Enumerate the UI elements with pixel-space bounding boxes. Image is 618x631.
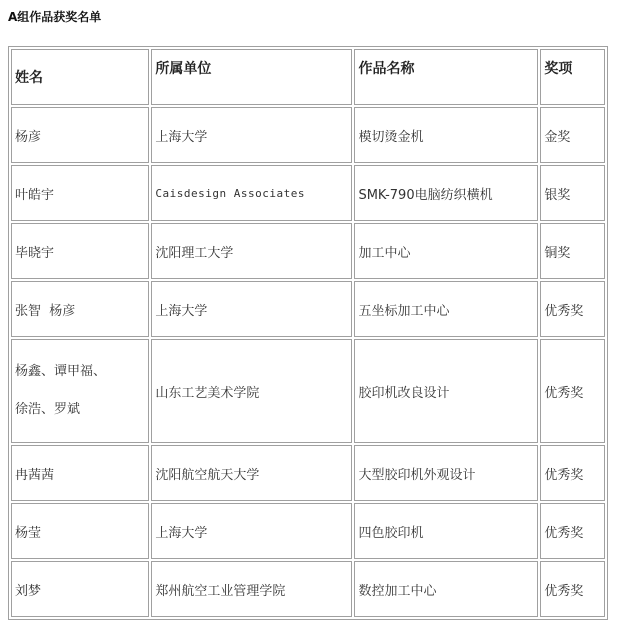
table-row (11, 165, 605, 221)
cell-work: SMK-790电脑纺织横机 (354, 165, 538, 221)
table-row (11, 503, 605, 559)
page-title: A组作品获奖名单 (8, 10, 102, 24)
cell-award: 优秀奖 (540, 561, 605, 617)
cell-unit: 山东工艺美术学院 (151, 339, 352, 443)
table-row (11, 107, 605, 163)
cell-work: 五坐标加工中心 (354, 281, 538, 337)
awards-table (8, 46, 608, 620)
cell-name: 杨莹 (11, 503, 149, 559)
cell-work: 四色胶印机 (354, 503, 538, 559)
cell-name: 张智 杨彦 (11, 281, 149, 337)
cell-award: 金奖 (540, 107, 605, 163)
cell-name (11, 339, 149, 443)
cell-unit: 上海大学 (151, 281, 352, 337)
cell-unit: 沈阳理工大学 (151, 223, 352, 279)
cell-name: 杨彦 (11, 107, 149, 163)
header-unit: 所属单位 (151, 49, 352, 105)
cell-name: 冉茜茜 (11, 445, 149, 501)
cell-unit: 上海大学 (151, 107, 352, 163)
cell-name: 刘梦 (11, 561, 149, 617)
cell-name: 毕晓宇 (11, 223, 149, 279)
header-award: 奖项 (540, 49, 605, 105)
cell-award: 银奖 (540, 165, 605, 221)
cell-award: 优秀奖 (540, 339, 605, 443)
table-row (11, 281, 605, 337)
cell-work: 大型胶印机外观设计 (354, 445, 538, 501)
cell-work: 模切烫金机 (354, 107, 538, 163)
table-row (11, 445, 605, 501)
header-name: 姓名 (11, 49, 149, 105)
cell-unit: 上海大学 (151, 503, 352, 559)
cell-name-line: 徐浩、罗斌 (15, 402, 81, 417)
cell-work: 胶印机改良设计 (354, 339, 538, 443)
header-work: 作品名称 (354, 49, 538, 105)
cell-unit: 沈阳航空航天大学 (151, 445, 352, 501)
cell-unit: 郑州航空工业管理学院 (151, 561, 352, 617)
table-row (11, 223, 605, 279)
table-row (11, 561, 605, 617)
cell-unit: Caisdesign Associates (151, 165, 352, 221)
cell-name: 叶皓宇 (11, 165, 149, 221)
table-header-row (11, 49, 605, 105)
cell-award: 铜奖 (540, 223, 605, 279)
table-row (11, 339, 605, 443)
cell-award: 优秀奖 (540, 445, 605, 501)
cell-award: 优秀奖 (540, 503, 605, 559)
cell-name-line: 杨鑫、谭甲福、 (15, 364, 107, 379)
cell-award: 优秀奖 (540, 281, 605, 337)
cell-work: 加工中心 (354, 223, 538, 279)
cell-work: 数控加工中心 (354, 561, 538, 617)
